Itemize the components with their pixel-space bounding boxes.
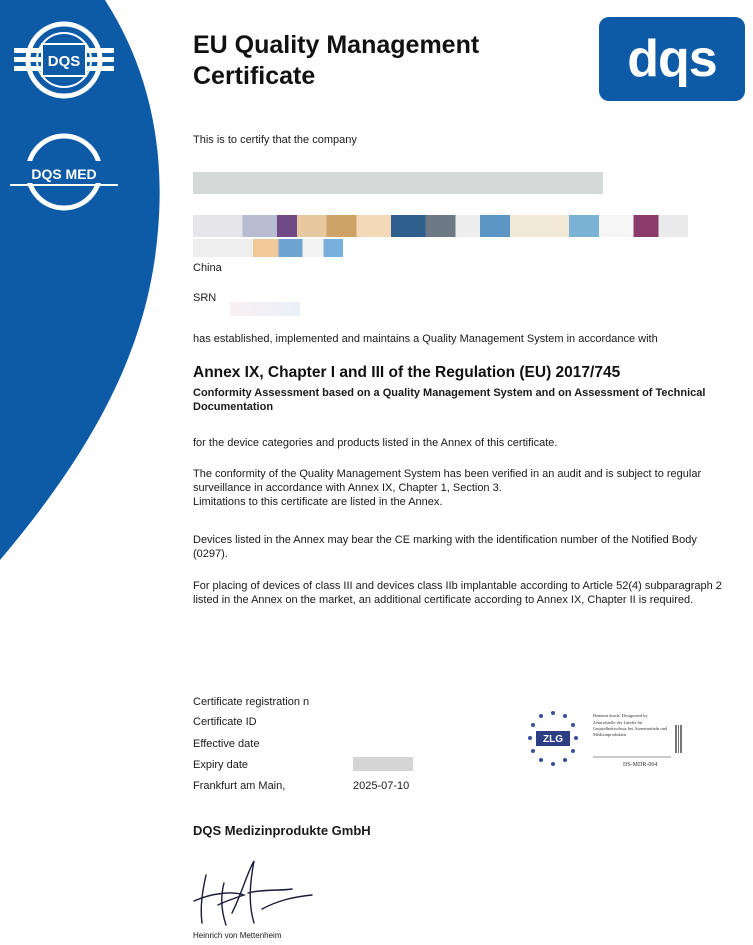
accreditation-line2: Zentralstelle der Länder für Gesundheitsschutz bei Arzneimitteln und Medizinprodukten: [593, 720, 668, 737]
redacted-company-name: [193, 172, 603, 194]
paragraph-class-iii: For placing of devices of class III and devices class IIb implantable according to Article 52(4) subparagraph 2 listed in the Annex on the market, an additional certificate according to Annex IX, Chapter II is required.: [193, 580, 722, 606]
paragraph-audit-main: The conformity of the Quality Management System has been verified in an audit and is subject to regular surveillance in accordance with Annex IX, Chapter 1, Section 3.: [193, 468, 702, 494]
title-line1: EU Quality Management: [193, 31, 480, 59]
signer-name: Heinrich von Mettenheim: [193, 931, 282, 940]
accreditation-line1: Benannt durch/ Designated by: [593, 713, 648, 718]
paragraph-ce-marking: Devices listed in the Annex may bear the CE marking with the identification number of the Notified Body (0297).: [193, 534, 697, 560]
cert-id-label: Certificate ID: [193, 716, 257, 728]
regulation-subtitle: Conformity Assessment based on a Quality Management System and on Assessment of Technical Documentation: [193, 387, 706, 413]
accreditation-code: DS-MDR-004: [623, 762, 658, 768]
redacted-address-line2: [193, 239, 343, 257]
paragraph-audit: [193, 467, 728, 509]
statement-text: has established, implemented and maintains a Quality Management System in accordance with: [193, 333, 658, 345]
title-line2: Certificate: [193, 62, 316, 90]
effective-date-label: Effective date: [193, 738, 260, 750]
srn-label: SRN: [193, 292, 217, 304]
zlg-accreditation-icon: [523, 707, 688, 773]
country: China: [193, 262, 222, 274]
expiry-date-label: Expiry date: [193, 759, 249, 771]
issuer-company: DQS Medizinprodukte GmbH: [193, 823, 371, 838]
redacted-expiry-date: [353, 757, 413, 771]
place-date: 2025-07-10: [353, 780, 410, 792]
page-title: [193, 30, 553, 92]
signature-icon: [192, 853, 322, 931]
dqs-logo-text: dqs: [627, 30, 717, 88]
regulation-title: Annex IX, Chapter I and III of the Regulation (EU) 2017/745: [193, 364, 621, 381]
intro-text: This is to certify that the company: [193, 134, 357, 146]
paragraph-audit-limits: Limitations to this certificate are listed in the Annex.: [193, 496, 443, 508]
blue-side-banner: [0, 0, 170, 600]
seal-bottom-label: DQS MED: [31, 166, 97, 182]
paragraph-scope: for the device categories and products listed in the Annex of this certificate.: [193, 437, 558, 449]
reg-no-label: Certificate registration n: [193, 696, 310, 708]
dqs-logo: [599, 17, 745, 101]
place-label: Frankfurt am Main,: [193, 780, 286, 792]
zlg-logo-text: ZLG: [543, 734, 563, 745]
redacted-address-line1: [193, 215, 688, 237]
seal-top-label: DQS: [47, 53, 81, 70]
